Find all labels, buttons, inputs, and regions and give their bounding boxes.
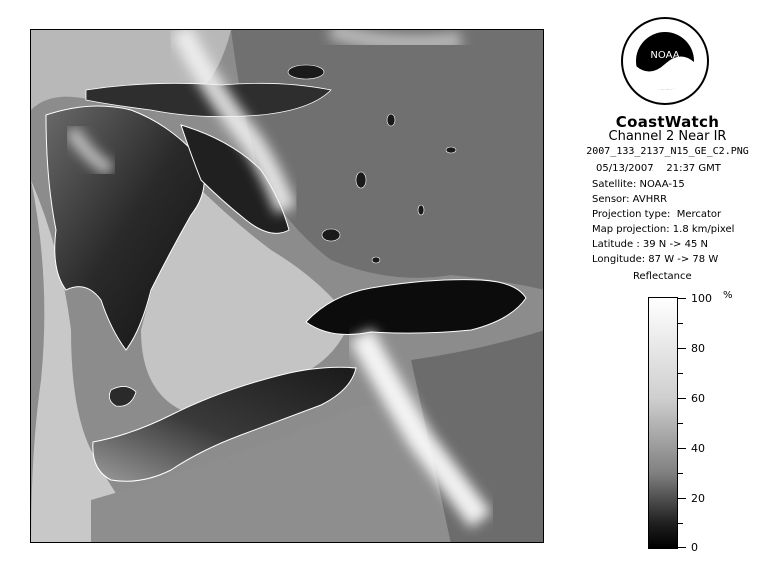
colorbar-tick [678,298,686,299]
colorbar-tick [678,348,686,349]
colorbar-minor-tick [678,423,683,424]
colorbar-tick [678,547,686,548]
longitude-label: Longitude: 87 W -> 78 W [592,254,719,265]
colorbar-tick-label: 100 [691,292,712,305]
colorbar-tick [678,448,686,449]
satellite-label: Satellite: NOAA-15 [592,179,685,190]
map-projection-label: Map projection: 1.8 km/pixel [592,224,735,235]
colorbar-tick-label: 60 [691,392,705,405]
colorbar-tick-label: 40 [691,442,705,455]
colorbar-tick [678,398,686,399]
colorbar-minor-tick [678,323,683,324]
colorbar-tick-label: 20 [691,492,705,505]
filename-label: 2007_133_2137_N15_GE_C2.PNG [586,146,749,157]
noaa-logo-text: NOAA [650,50,680,61]
colorbar-minor-tick [678,523,683,524]
colorbar-minor-tick [678,473,683,474]
page-title: CoastWatch [615,113,720,131]
satellite-map [30,29,544,543]
channel-label: Channel 2 Near IR [608,129,727,144]
colorbar-tick-label: 0 [691,541,698,554]
colorbar-label: Reflectance [633,271,692,282]
colorbar-tick [678,498,686,499]
satellite-image [31,30,544,543]
colorbar-tick-label: 80 [691,342,705,355]
colorbar-unit: % [723,290,733,301]
sensor-label: Sensor: AVHRR [592,194,668,205]
noaa-logo [620,16,710,106]
datetime-label: 05/13/2007 21:37 GMT [596,163,721,174]
latitude-label: Latitude : 39 N -> 45 N [592,239,708,250]
projection-type-label: Projection type: Mercator [592,209,722,220]
colorbar-minor-tick [678,373,683,374]
colorbar [648,297,678,549]
